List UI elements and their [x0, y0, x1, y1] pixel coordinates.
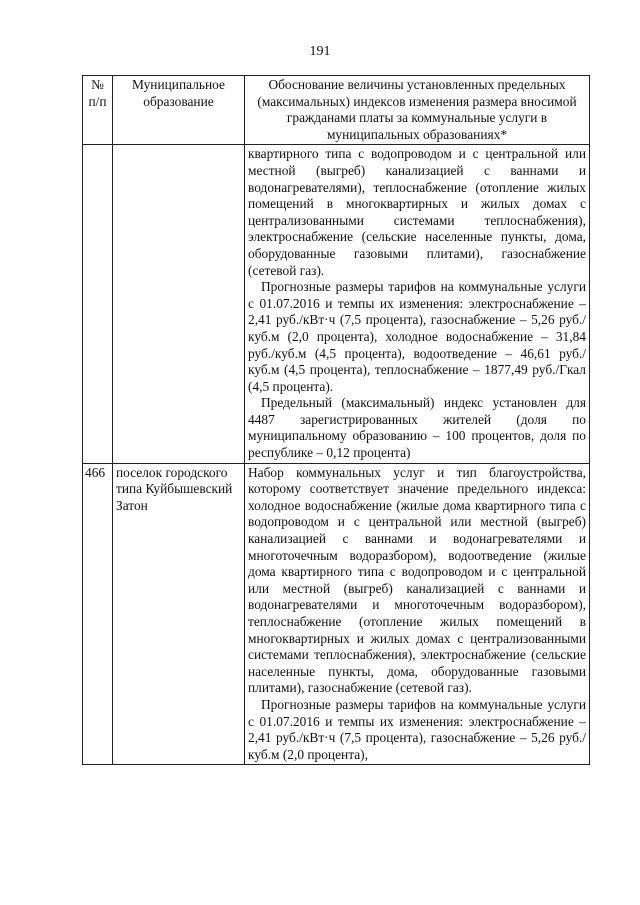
- row-num: 466: [83, 463, 113, 765]
- tariff-table: [82, 75, 590, 765]
- row-justification: [245, 463, 590, 765]
- page-number: 191: [309, 44, 331, 59]
- paragraph: Прогнозные размеры тарифов на коммунальные услуги с 01.07.2016 и темпы их изменения: электроснабжение – 2,41 руб./кВт·ч (7,5 процента), газоснабжение – 5,26 руб./куб.м (2,0 процента),: [248, 696, 586, 762]
- table-header-row: [83, 76, 590, 145]
- row-municipality: поселок городского типа Куйбышевский Затон: [113, 463, 245, 765]
- table-row: [83, 145, 590, 463]
- header-municipality: Муниципальное образование: [113, 76, 245, 145]
- paragraph: Прогнозные размеры тарифов на коммунальные услуги с 01.07.2016 и темпы их изменения: электроснабжение – 2,41 руб./кВт·ч (7,5 процента), газоснабжение – 5,26 руб./куб.м (2,0 процента), холодное водоснабжение – 31,84 руб./куб.м (4,5 процента), водоотведение – 46,61 руб./куб.м (4,5 процента), теплоснабжение – 1877,49 руб./Гкал (4,5 процента).: [248, 279, 586, 394]
- table-row: [83, 463, 590, 765]
- paragraph: Предельный (максимальный) индекс установлен для 4487 зарегистрированных жителей (доля по муниципальному образованию – 100 процентов, доля по республике – 0,12 процента): [248, 395, 586, 461]
- row-num: [83, 145, 113, 463]
- row-municipality: [113, 145, 245, 463]
- header-num: № п/п: [83, 76, 113, 145]
- header-justification: Обоснование величины установленных предельных (максимальных) индексов изменения размера вносимой гражданами платы за коммунальные услуги в муниципальных образованиях*: [245, 76, 590, 145]
- paragraph: квартирного типа с водопроводом и с центральной или местной (выгреб) канализацией с ваннами и водонагревателями), теплоснабжение (отопление жилых помещений в многоквартирных и жилых домах с централизованными системами теплоснабжения), электроснабжение (сельские населенные пункты, дома, оборудованные газовыми плитами), газоснабжение (сетевой газ).: [248, 146, 586, 278]
- row-justification: [245, 145, 590, 463]
- paragraph: Набор коммунальных услуг и тип благоустройства, которому соответствует значение предельного индекса: холодное водоснабжение (жилые дома квартирного типа с водопроводом и с центральной или местной (выгреб) канализацией с ваннами и водонагревателями и многоточечным водоразбором), водоотведение (жилые дома квартирного типа с водопроводом и с центральной или местной (выгреб) канализацией с ваннами и водонагревателями и многоточечным водоразбором), теплоснабжение (отопление жилых помещений в многоквартирных и жилых домах с централизованными системами теплоснабжения), электроснабжение (сельские населенные пункты, дома, оборудованные газовыми плитами), газоснабжение (сетевой газ).: [248, 464, 586, 696]
